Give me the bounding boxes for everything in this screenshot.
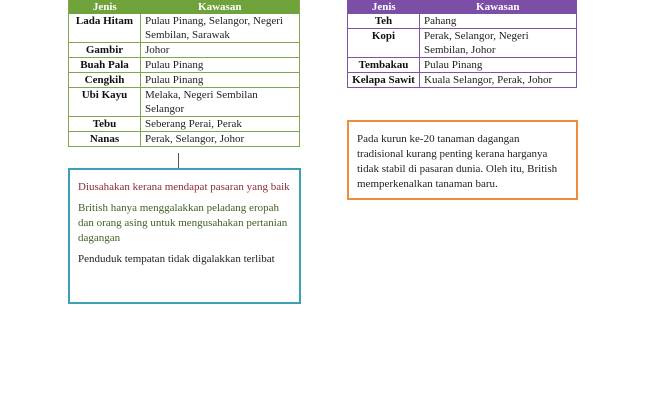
table-row [69,43,300,58]
left-connector-line [178,153,179,168]
crop-name: Tembakau [348,58,420,73]
table-row [348,73,577,88]
table-row [348,58,577,73]
crop-region: Pulau Pinang, Selangor, Negeri Sembilan, Sarawak [141,14,300,43]
note-text: Pada kurun ke-20 tanaman dagangan tradisional kurang penting kerana harganya tidak stabil di pasaran dunia. Oleh itu, British memperkenalkan tanaman baru. [357,133,558,190]
crop-name: Kelapa Sawit [348,73,420,88]
crop-name: Kopi [348,29,420,58]
column-header-jenis: Jenis [69,0,141,14]
crop-name: Gambir [69,43,141,58]
note-point: British hanya menggalakkan peladang eropah dan orang asing untuk mengusahakan pertanian dagangan [78,202,288,244]
crop-region: Seberang Perai, Perak [141,117,300,132]
crop-region: Pahang [420,14,577,29]
crop-region: Melaka, Negeri Sembilan Selangor [141,88,300,117]
crop-region: Pulau Pinang [420,58,577,73]
column-header-jenis: Jenis [348,0,420,14]
table-row [69,132,300,147]
table-row [69,88,300,117]
table-header-row [348,0,577,14]
crop-name: Lada Hitam [69,14,141,43]
traditional-crops-table [68,0,300,147]
crop-name: Cengkih [69,73,141,88]
crop-region: Perak, Selangor, Johor [141,132,300,147]
table-row [348,29,577,58]
new-crops-notes-box [347,120,578,200]
note-point: Penduduk tempatan tidak digalakkan terlibat [78,253,275,265]
crop-name: Nanas [69,132,141,147]
note-point: Diusahakan kerana mendapat pasaran yang baik [78,181,290,193]
crop-region: Pulau Pinang [141,58,300,73]
crop-name: Tebu [69,117,141,132]
table-header-row [69,0,300,14]
crop-region: Kuala Selangor, Perak, Johor [420,73,577,88]
crop-name: Ubi Kayu [69,88,141,117]
new-crops-table [347,0,577,88]
table-row [69,58,300,73]
table-row [348,14,577,29]
column-header-kawasan: Kawasan [141,0,300,14]
crop-name: Teh [348,14,420,29]
crop-region: Pulau Pinang [141,73,300,88]
crop-region: Perak, Selangor, Negeri Sembilan, Johor [420,29,577,58]
traditional-crops-notes-box [68,168,301,304]
column-header-kawasan: Kawasan [420,0,577,14]
crop-region: Johor [141,43,300,58]
table-row [69,117,300,132]
table-row [69,14,300,43]
crop-name: Buah Pala [69,58,141,73]
table-row [69,73,300,88]
